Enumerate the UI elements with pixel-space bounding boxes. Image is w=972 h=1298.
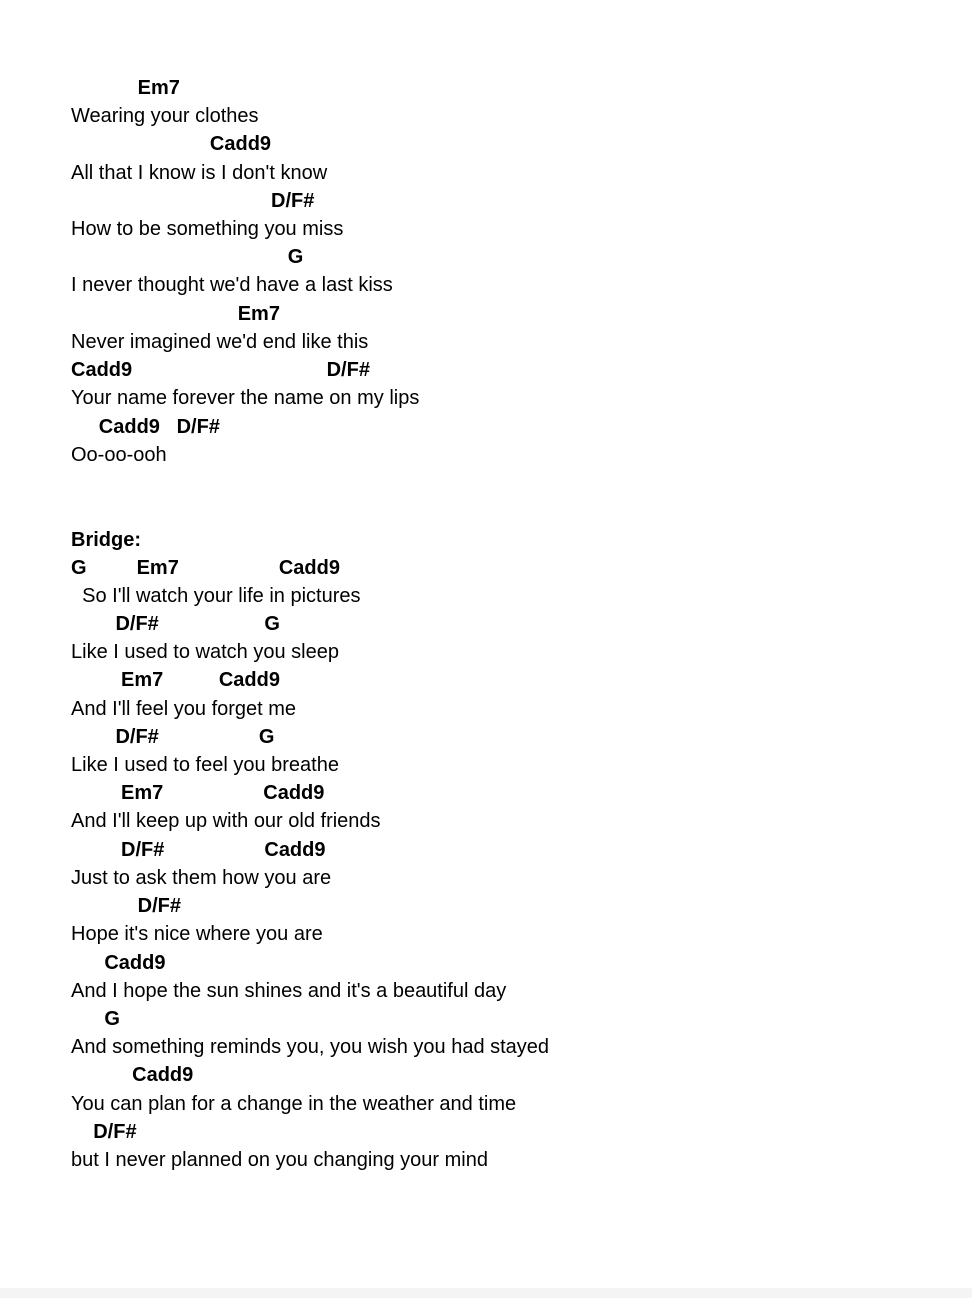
lyric-line: All that I know is I don't know — [71, 162, 328, 184]
lyric-line: And something reminds you, you wish you had stayed — [71, 1036, 550, 1058]
chord-line: D/F# — [71, 1121, 137, 1143]
lyric-line: Your name forever the name on my lips — [71, 387, 420, 409]
lyric-line: Like I used to feel you breathe — [71, 754, 339, 776]
chord-line: Em7 — [71, 303, 280, 325]
lyric-line: You can plan for a change in the weather and time — [71, 1093, 517, 1115]
section-heading-bridge: Bridge: — [71, 529, 141, 551]
chord-line: Cadd9 D/F# — [71, 416, 220, 438]
chord-line: Cadd9 — [71, 1064, 194, 1086]
lyric-line: Oo-oo-ooh — [71, 444, 167, 466]
chord-line: D/F# — [71, 895, 182, 917]
chord-line: D/F# G — [71, 726, 275, 748]
chord-line: Cadd9 D/F# — [71, 359, 370, 381]
chord-line: G Em7 Cadd9 — [71, 557, 340, 579]
lyric-line: but I never planned on you changing your mind — [71, 1149, 488, 1171]
chord-line: D/F# — [71, 190, 315, 212]
chord-line: Cadd9 — [71, 133, 272, 155]
chord-line: G — [71, 1008, 120, 1030]
lyric-line: Hope it's nice where you are — [71, 923, 323, 945]
lyric-line: Just to ask them how you are — [71, 867, 332, 889]
chord-line: Em7 — [71, 77, 180, 99]
lyric-line: How to be something you miss — [71, 218, 344, 240]
lyric-line: Like I used to watch you sleep — [71, 641, 339, 663]
page-bottom-edge — [0, 1288, 972, 1298]
chord-line: G — [71, 246, 304, 268]
lyric-line: So I'll watch your life in pictures — [71, 585, 361, 607]
lyric-line: And I'll feel you forget me — [71, 698, 297, 720]
lyric-line: And I hope the sun shines and it's a beautiful day — [71, 980, 507, 1002]
lyric-line: Wearing your clothes — [71, 105, 259, 127]
chord-line: Em7 Cadd9 — [71, 782, 325, 804]
lyric-line: And I'll keep up with our old friends — [71, 810, 381, 832]
chord-line: Em7 Cadd9 — [71, 669, 280, 691]
chord-line: D/F# Cadd9 — [71, 839, 326, 861]
chord-line: Cadd9 — [71, 952, 166, 974]
lyric-line: Never imagined we'd end like this — [71, 331, 369, 353]
chord-line: D/F# G — [71, 613, 280, 635]
lyric-line: I never thought we'd have a last kiss — [71, 274, 393, 296]
